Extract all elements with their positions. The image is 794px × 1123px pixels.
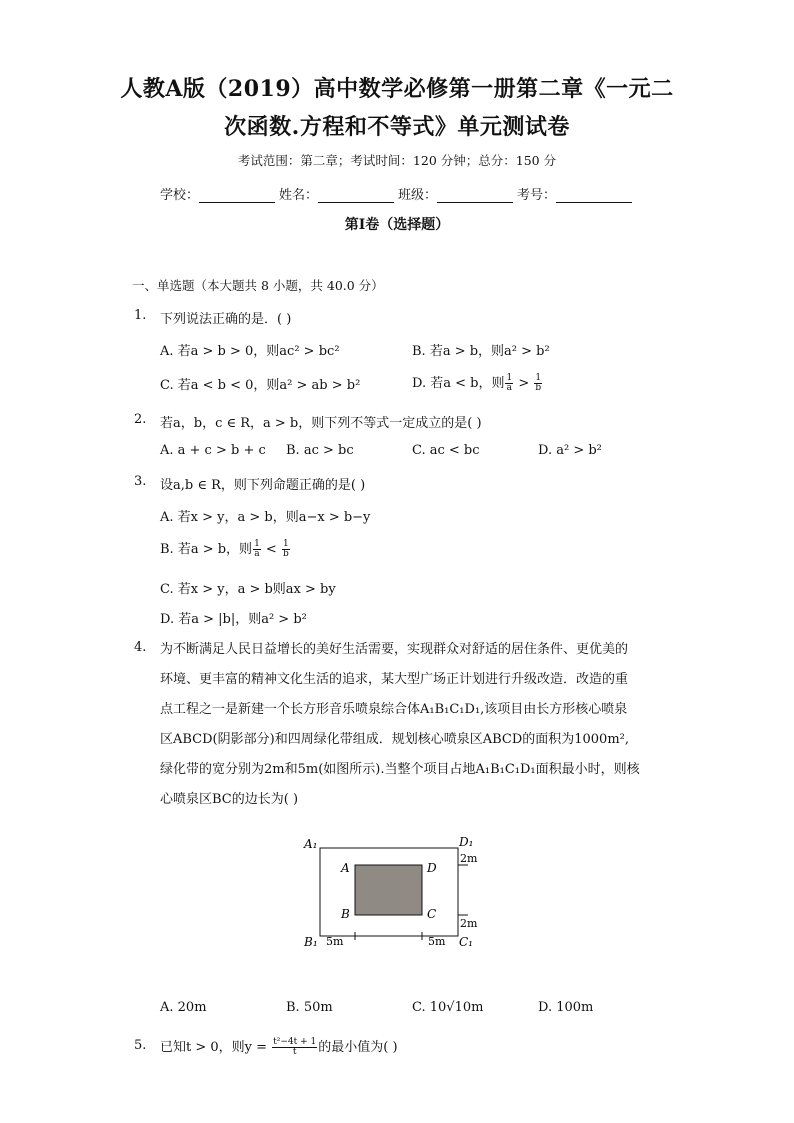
part-heading: 一、单选题（本大题共 8 小题，共 40.0 分）	[132, 278, 384, 293]
q2-option-a[interactable]: A. a + c > b + c	[160, 443, 266, 458]
q4-line: 绿化带的宽分别为2m和5m(如图所示).当整个项目占地A₁B₁C₁D₁面积最小时，则核	[160, 762, 640, 777]
q1-number: 1.	[134, 308, 147, 323]
q2-stem: 若a，b，c ∈ R，a > b，则下列不等式一定成立的是( )	[160, 416, 482, 431]
exam-title-line1: 人教A版（2019）高中数学必修第一册第二章《一元二	[120, 76, 674, 102]
fountain-diagram	[296, 834, 490, 952]
q4-number: 4.	[134, 640, 147, 655]
class-label: 班级：	[398, 188, 438, 203]
q4-option-b[interactable]: B. 50m	[286, 1000, 333, 1015]
frac-den: a	[506, 383, 513, 393]
frac-num: t²−4t + 1	[273, 1037, 317, 1047]
school-blank[interactable]	[199, 188, 275, 203]
school-label: 学校：	[160, 188, 200, 203]
q1-stem: 下列说法正确的是．( )	[160, 312, 292, 327]
core-fountain-area	[355, 865, 422, 915]
q1-option-d[interactable]	[412, 372, 543, 393]
label-top-gap: 2m	[460, 852, 478, 865]
label-d: D	[427, 861, 437, 875]
label-d1: D₁	[459, 835, 474, 849]
q4-line: 为不断满足人民日益增长的美好生活需要，实现群众对舒适的居住条件、更优美的	[160, 642, 629, 657]
label-b1: B₁	[304, 935, 318, 949]
student-fields	[160, 184, 632, 203]
label-left-gap: 5m	[326, 935, 344, 948]
fraction	[534, 374, 542, 393]
q5-stem-prefix: 已知t > 0，则y =	[160, 1040, 272, 1055]
fraction	[282, 540, 290, 559]
school-field[interactable]	[160, 184, 275, 203]
exam-no-field[interactable]	[517, 184, 632, 203]
q2-option-b[interactable]: B. ac > bc	[286, 443, 354, 458]
section-title: 第Ⅰ卷（选择题）	[344, 217, 450, 233]
q3-option-b-prefix: B. 若a > b，则	[160, 542, 253, 557]
q1-option-d-prefix: D. 若a < b，则	[412, 376, 505, 391]
q5-stem	[160, 1036, 690, 1057]
q2-number: 2.	[134, 412, 147, 427]
fraction	[253, 540, 261, 559]
q3-stem: 设a,b ∈ R，则下列命题正确的是( )	[160, 478, 366, 493]
q2-option-c[interactable]: C. ac < bc	[412, 443, 480, 458]
label-b: B	[341, 907, 350, 921]
q1-option-c[interactable]: C. 若a < b < 0，则a² > ab > b²	[160, 378, 361, 393]
label-a: A	[341, 861, 350, 875]
class-field[interactable]	[398, 184, 513, 203]
q3-option-d[interactable]: D. 若a > |b|，则a² > b²	[160, 612, 307, 627]
q4-line: 心喷泉区BC的边长为( )	[160, 792, 299, 807]
frac-num: 1	[254, 539, 260, 549]
exam-no-label: 考号：	[517, 188, 557, 203]
frac-num: 1	[282, 539, 289, 549]
q4-option-d[interactable]: D. 100m	[538, 1000, 594, 1015]
name-field[interactable]	[279, 184, 394, 203]
name-label: 姓名：	[279, 188, 319, 203]
q3-option-a[interactable]: A. 若x > y，a > b，则a−x > b−y	[160, 510, 371, 525]
label-a1: A₁	[304, 837, 318, 851]
exam-no-blank[interactable]	[556, 188, 632, 203]
exam-info: 考试范围：第二章；考试时间：120 分钟；总分：150 分	[237, 153, 557, 168]
q5-number: 5.	[134, 1038, 147, 1053]
q5-stem-suffix: 的最小值为( )	[318, 1040, 398, 1055]
q4-line: 环境、更丰富的精神文化生活的追求，某大型广场正计划进行升级改造．改造的重	[160, 672, 629, 687]
label-c1: C₁	[459, 935, 473, 949]
q2-option-d[interactable]: D. a² > b²	[538, 443, 602, 458]
q4-option-a[interactable]: A. 20m	[160, 1000, 207, 1015]
frac-den: a	[254, 549, 260, 559]
q3-option-b-mid: <	[261, 542, 281, 557]
class-blank[interactable]	[437, 188, 513, 203]
q4-line: 区ABCD(阴影部分)和四周绿化带组成．规划核心喷泉区ABCD的面积为1000m²,	[160, 732, 630, 747]
q1-option-d-mid: >	[514, 376, 534, 391]
label-bottom-gap: 2m	[460, 917, 478, 930]
frac-num: 1	[506, 373, 513, 383]
frac-den: b	[535, 383, 542, 393]
q4-line: 点工程之一是新建一个长方形音乐喷泉综合体A₁B₁C₁D₁,该项目由长方形核心喷泉	[160, 702, 628, 717]
q4-option-c[interactable]: C. 10√10m	[412, 1000, 484, 1015]
fraction	[272, 1038, 317, 1057]
q3-option-c[interactable]: C. 若x > y，a > b则ax > by	[160, 582, 336, 597]
q3-number: 3.	[134, 474, 147, 489]
q4-stem	[160, 635, 690, 815]
label-right-gap: 5m	[428, 935, 446, 948]
name-blank[interactable]	[318, 188, 394, 203]
q1-option-a[interactable]: A. 若a > b > 0，则ac² > bc²	[160, 344, 340, 359]
fraction	[505, 374, 513, 393]
label-c: C	[427, 907, 437, 921]
q1-option-b[interactable]: B. 若a > b，则a² > b²	[412, 344, 550, 359]
frac-num: 1	[535, 373, 542, 383]
q3-option-b[interactable]	[160, 538, 291, 559]
frac-den: b	[282, 549, 289, 559]
frac-den: t	[292, 1047, 297, 1057]
exam-title-line2: 次函数.方程和不等式》单元测试卷	[224, 114, 570, 140]
